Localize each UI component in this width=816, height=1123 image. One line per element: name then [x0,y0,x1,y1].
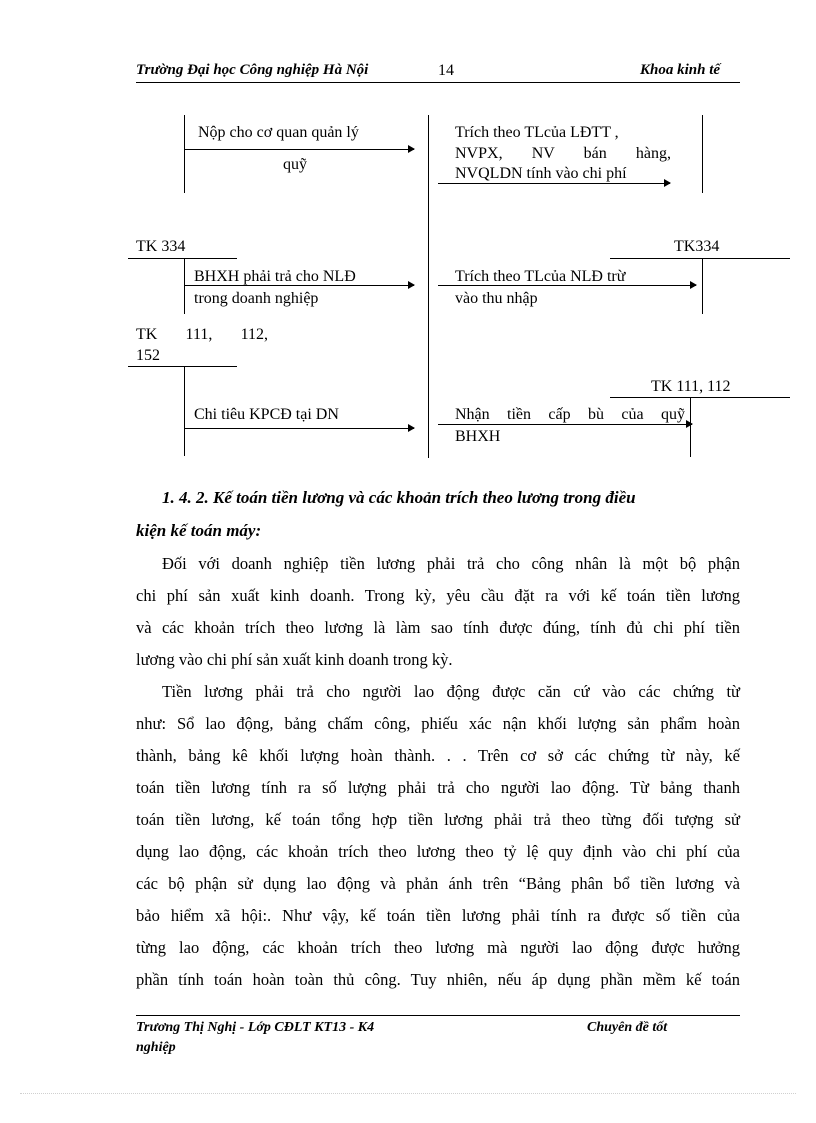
tk-334-right: TK334 [674,238,720,255]
footer-author-cont: nghiệp [136,1040,176,1055]
body-line: lương vào chi phí sản xuất kinh doanh trong kỳ. [136,650,453,669]
top-right-line3: NVQLDN tính vào chi phí [455,165,627,182]
arrow-right [184,285,414,286]
arrow-right [184,149,414,150]
tk-111-left-line2: 152 [136,347,160,364]
body-line: từng lao động, các khoản trích theo lương mà người lao động được hưởng [136,938,740,957]
body-line: Tiền lương phải trả cho người lao động được căn cứ vào các chứng từ [162,682,740,701]
top-right-line1: Trích theo TLcủa LĐTT , [455,124,619,141]
arrow-right [438,285,696,286]
t-account-line [184,366,185,456]
body-line: Đối với doanh nghiệp tiền lương phải trả cho công nhân là một bộ phận [162,554,740,573]
t-account-line [184,115,185,193]
t-account-line [702,258,703,314]
arrow-right [184,428,414,429]
mid-left-line1: BHXH phải trả cho NLĐ [194,268,356,285]
mid-left-line2: trong doanh nghiệp [194,290,319,307]
bot-right-line2: BHXH [455,428,501,445]
center-divider [428,115,429,458]
t-account-rule [128,366,237,367]
body-line: như: Sổ lao động, bảng chấm công, phiếu xác nận khối lượng sản phẩm hoàn [136,714,740,733]
body-line: dụng lao động, các khoản trích theo lương theo tỷ lệ quy định vào chi phí của [136,842,740,861]
bot-left-label: Chi tiêu KPCĐ tại DN [194,406,339,423]
mid-right-line1: Trích theo TLcủa NLĐ trừ [455,268,626,285]
tk-334-left: TK 334 [136,238,186,255]
body-line: phần tính toán hoàn toàn thủ công. Tuy nhiên, nếu áp dụng phần mềm kế toán [136,970,740,989]
section-heading-line1: 1. 4. 2. Kế toán tiền lương và các khoản trích theo lương trong điều [162,488,636,507]
body-line: các bộ phận sử dụng lao động và phản ánh trên “Bảng phân bổ tiền lương và [136,874,740,893]
page-bottom-border [20,1093,796,1094]
bot-right-line1: Nhận tiền cấp bù của quỹ [455,406,685,423]
body-line: toán tiền lương, kế toán tổng hợp tiền lương phải trả theo từng đối tượng sử [136,810,740,829]
header-faculty: Khoa kinh tế [640,62,721,78]
arrow-right [438,424,692,425]
body-line: bảo hiểm xã hội:. Như vậy, kế toán tiền lương phải tính ra được số tiền của [136,906,740,925]
body-line: thành, bảng kê khối lượng hoàn thành. . . Trên cơ sở các chứng từ này, kế [136,746,740,765]
top-left-label: Nộp cho cơ quan quản lý [198,124,359,141]
tk-111-left-line1: TK 111, 112, [136,326,268,343]
top-left-sub: quỹ [283,156,307,173]
arrow-right [438,183,670,184]
section-heading-line2: kiện kế toán máy: [136,521,262,540]
header-rule [136,82,740,83]
tk-111-right: TK 111, 112 [651,378,731,395]
header-school: Trường Đại học Công nghiệp Hà Nội [136,62,369,78]
header-page-number: 14 [438,62,454,79]
top-right-line2: NVPX, NV bán hàng, [455,145,671,162]
footer-author: Trương Thị Nghị - Lớp CĐLT KT13 - K4 [136,1020,375,1035]
mid-right-line2: vào thu nhập [455,290,538,307]
footer-rule [136,1015,740,1016]
t-account-line [184,258,185,314]
footer-topic: Chuyên đề tốt [587,1020,668,1035]
t-account-rule [610,397,790,398]
t-account-rule [128,258,237,259]
body-line: chi phí sản xuất kinh doanh. Trong kỳ, yêu cầu đặt ra với kế toán tiền lương [136,586,740,605]
body-line: toán tiền lương tính ra số lượng phải trả cho người lao động. Từ bảng thanh [136,778,740,797]
t-account-line [702,115,703,193]
t-account-rule [610,258,790,259]
body-line: và các khoản trích theo lương là làm sao tính được đúng, tính đủ chi phí tiền [136,618,740,637]
